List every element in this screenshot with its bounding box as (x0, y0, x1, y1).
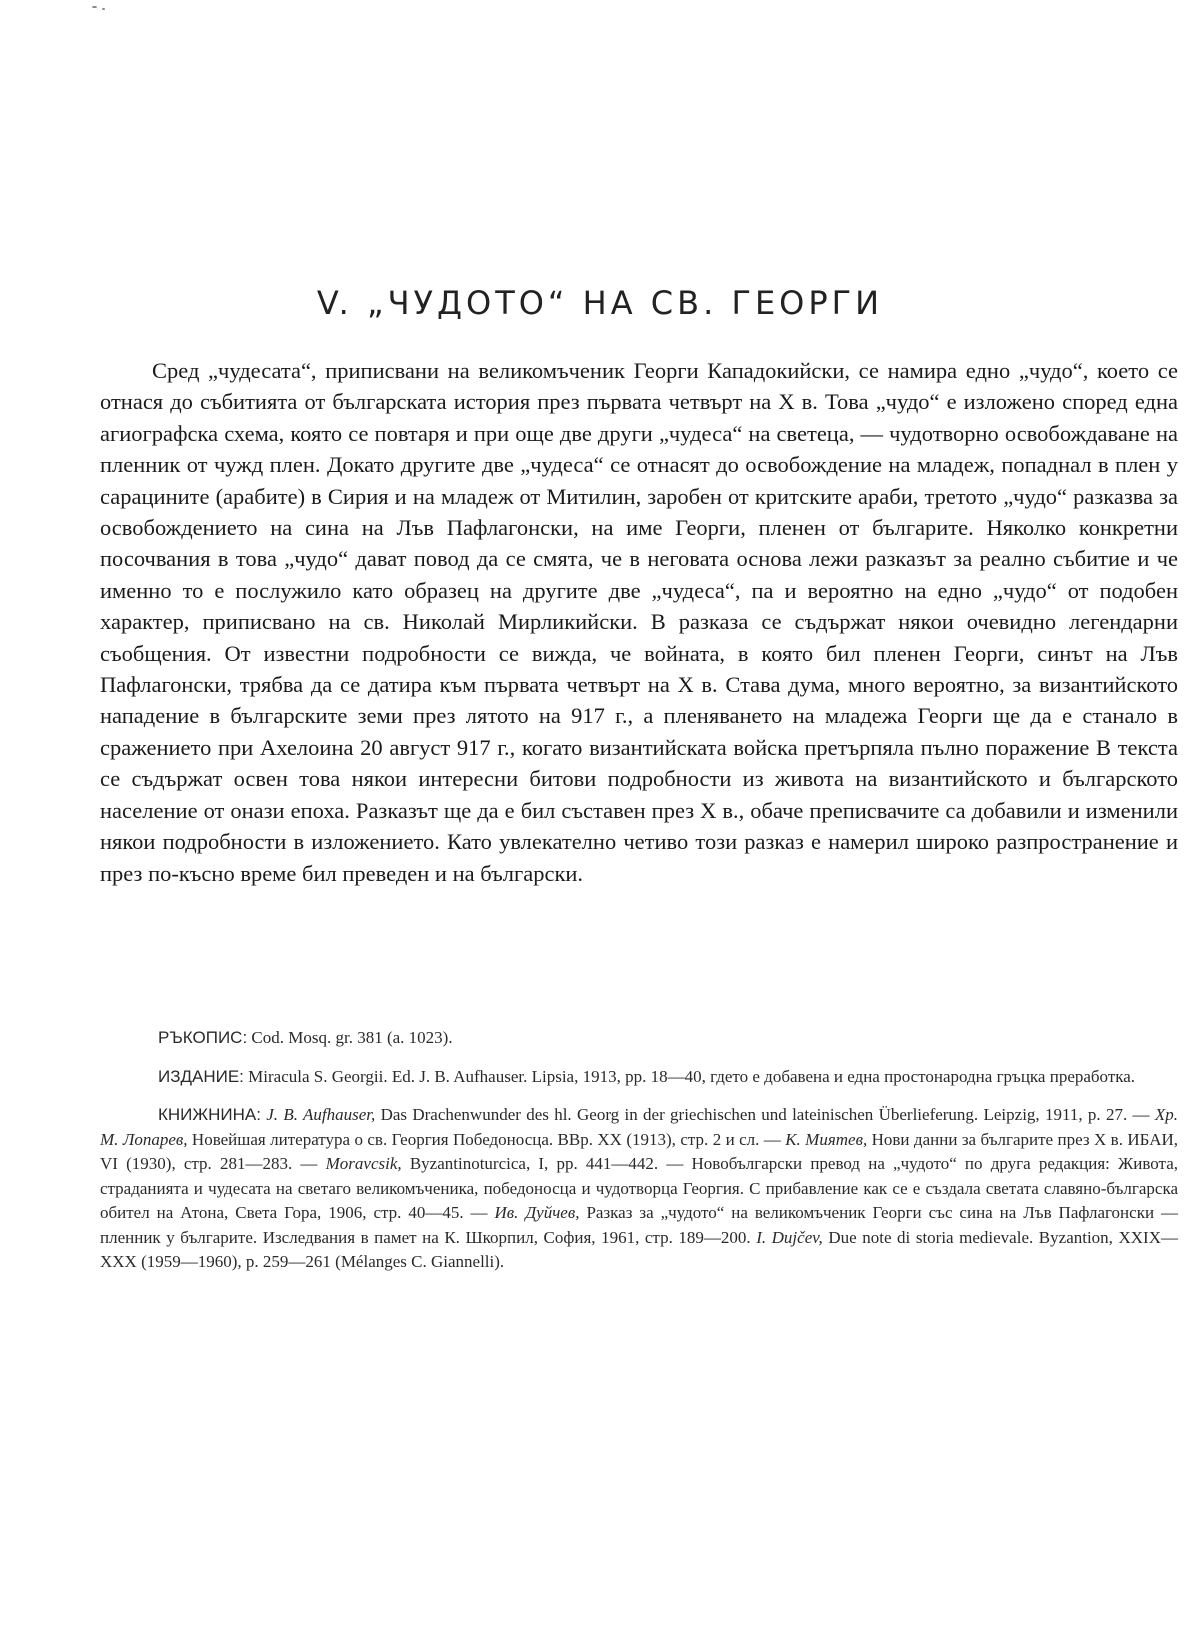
literature-label: КНИЖНИНА: (158, 1105, 261, 1124)
literature-reference (100, 1103, 1178, 1275)
chapter-title: V. „ЧУДОТО“ НА СВ. ГЕОРГИ (316, 284, 884, 322)
references-section (100, 1026, 1178, 1289)
literature-part: Byzantinoturcica, I, pp. 441—442. — Новобългарски превод на „чудото“ по друга редакция: Живота, страданията и чудесата на светаго великомъченика, победоносца и чудотворца Георгия. С прибавление как се е създала светата славяно-българска обител на Атона, Света Гора, 1906, стр. 40—45. — (100, 1154, 1178, 1222)
edition-reference (100, 1065, 1178, 1090)
literature-text (100, 1105, 1178, 1271)
literature-part: Разказ за „чудото“ на великомъченик Георги със сина на Лъв Пафлагонски — пленник у българите. Изследвания в памет на К. Шкорпил, София, 1961, стр. 189—200. (100, 1203, 1178, 1247)
edition-label: ИЗДАНИЕ: (158, 1066, 244, 1086)
literature-part: Новейшая литература о св. Георгия Победоносца. ВВр. XX (1913), стр. 2 и сл. — (187, 1129, 786, 1149)
literature-part: Нови данни за българите през X в. ИБАИ, VI (1930), стр. 281—283. — (100, 1129, 1178, 1173)
scan-speck (102, 8, 105, 10)
literature-part: Хр. М. Лопарев, (100, 1105, 1179, 1149)
manuscript-label: РЪКОПИС: (158, 1028, 248, 1047)
literature-part: Due note di storia medievale. Byzantion, XXIX—XXX (1959—1960), p. 259—261 (Mélanges C. Giannelli). (100, 1227, 1178, 1271)
literature-part: Ив. Дуйчев, (494, 1203, 580, 1222)
literature-part: J. B. Aufhauser, (266, 1105, 376, 1124)
literature-part: К. Миятев, (785, 1129, 868, 1149)
manuscript-reference (100, 1026, 1178, 1051)
main-paragraph: Сред „чудесата“, приписвани на великомъченик Георги Кападокийски, се намира едно „чудо“, което се отнася до събитията от българската история през първата четвърт на X в. Това „чудо“ е изложено според една агиографска схема, която се повтаря и при още две други „чудеса“ на светеца, — чудотворно освобождаване на пленник от чужд плен. Докато другите две „чудеса“ се отнасят до освобождение на младеж, попаднал в плен у сарацините (арабите) в Сирия и на младеж от Митилин, заробен от критските араби, третото „чудо“ разказва за освобождението на сина на Лъв Пафлагонски, на име Георги, пленен от българите. Няколко конкретни посочвания в това „чудо“ дават повод да се смята, че в неговата основа лежи разказът за реално събитие и че именно то е послужило като образец на другите две „чудеса“, па и вероятно на едно „чудо“ от подобен характер, приписвано на св. Николай Мирликийски. В разказа се съдържат някои очевидно легендарни съобщения. От известни подробности се вижда, че войната, в която бил пленен Георги, синът на Лъв Пафлагонски, трябва да се датира към първата четвърт на X в. Става дума, много вероятно, за византийското нападение в българските земи през лятото на 917 г., а пленяването на младежа Георги ще да е станало в сражението при Ахелоина 20 август 917 г., когато византийската войска претърпяла пълно поражение В текста се съдържат освен това някои интересни битови подробности из живота на византийското и българското население от онази епоха. Разказът ще да е бил съставен през X в., обаче преписвачите са добавили и изменили някои подробности в изложението. Като увлекателно четиво този разказ е намерил широко разпространение и през по-късно време бил преведен и на български. (100, 358, 1178, 886)
literature-part: Moravcsik, (325, 1154, 402, 1173)
manuscript-text: Cod. Mosq. gr. 381 (a. 1023). (251, 1028, 453, 1047)
edition-text: Miracula S. Georgii. Ed. J. B. Aufhauser. Lipsia, 1913, pp. 18—40, гдето е добавена и една простонародна гръцка преработка. (248, 1066, 1136, 1086)
literature-part: I. Dujčev, (756, 1227, 823, 1247)
scan-speck (92, 6, 97, 8)
literature-part: Das Drachenwunder des hl. Georg in der griechischen und lateinischen Überlieferung. Leipzig, 1911, p. 27. — (375, 1105, 1155, 1124)
